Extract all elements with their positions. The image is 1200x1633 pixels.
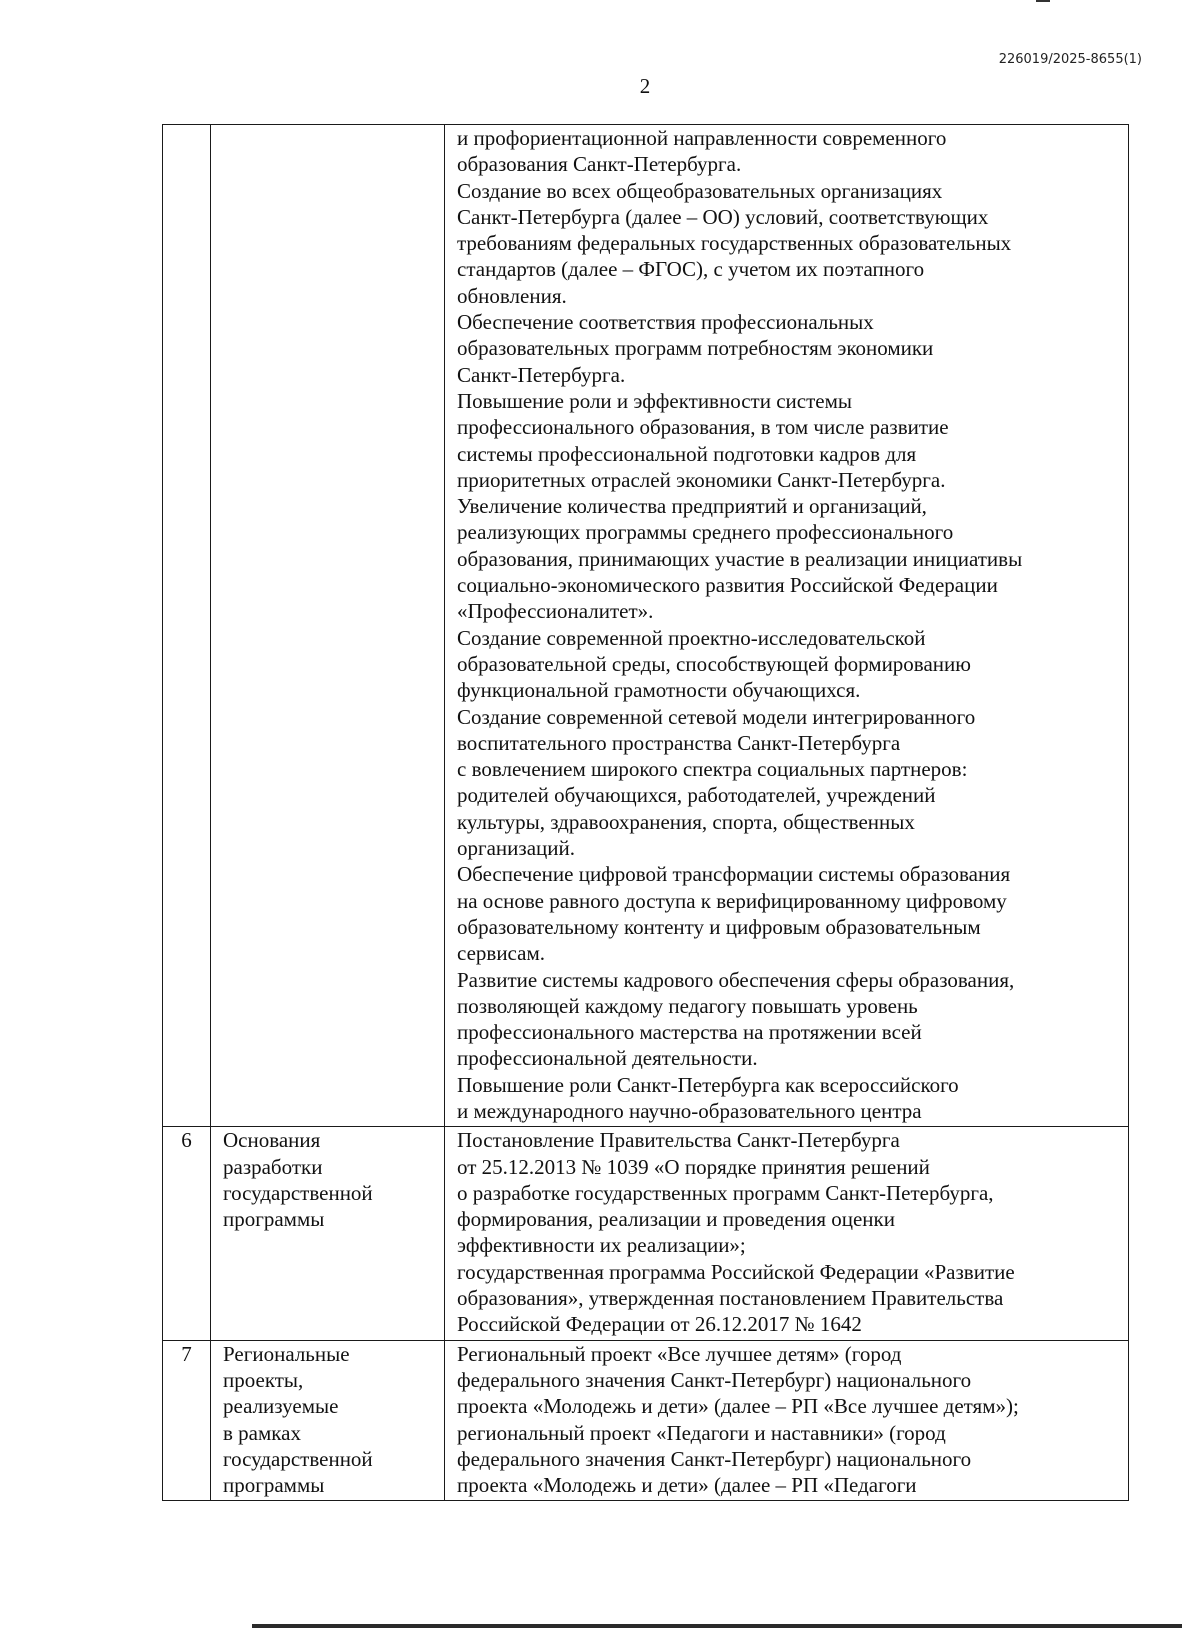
- text-line: Региональные: [223, 1341, 350, 1366]
- text-line: проекты,: [223, 1367, 304, 1392]
- text-line: образования Санкт-Петербурга.: [457, 152, 742, 177]
- row-content-cell: [445, 1340, 1129, 1501]
- text-line: о разработке государственных программ Санкт-Петербурга,: [457, 1180, 994, 1205]
- program-passport-table: [162, 124, 1129, 1501]
- text-line: федерального значения Санкт-Петербург) национального: [457, 1367, 972, 1392]
- content-lines: [457, 125, 1124, 1124]
- table-row-7: [163, 1340, 1129, 1501]
- text-line: приоритетных отраслей экономики Санкт-Петербурга.: [457, 467, 946, 492]
- text-line: стандартов (далее – ФГОС), с учетом их поэтапного: [457, 257, 925, 282]
- row-number-cell: [163, 125, 211, 1127]
- text-line: Основания: [223, 1128, 321, 1153]
- text-line: программы: [223, 1473, 325, 1498]
- text-line: от 25.12.2013 № 1039 «О порядке принятия решений: [457, 1154, 930, 1179]
- text-line: государственной: [223, 1446, 373, 1471]
- text-line: Создание современной проектно-исследовательской: [457, 625, 926, 650]
- row-label-cell: [211, 1340, 445, 1501]
- text-line: проекта «Молодежь и дети» (далее – РП «Педагоги: [457, 1473, 917, 1498]
- text-line: и международного научно-образовательного центра: [457, 1098, 922, 1123]
- text-line: Повышение роли Санкт-Петербурга как всероссийского: [457, 1072, 959, 1097]
- page-number: 2: [639, 74, 651, 98]
- text-line: реализующих программы среднего профессионального: [457, 520, 954, 545]
- text-line: профессионального образования, в том числе развитие: [457, 415, 949, 440]
- row-number-cell: 7: [163, 1340, 211, 1501]
- text-line: требованиям федеральных государственных образовательных: [457, 231, 1012, 256]
- text-line: на основе равного доступа к верифицированному цифровому: [457, 888, 1007, 913]
- text-line: государственной: [223, 1180, 373, 1205]
- text-line: федерального значения Санкт-Петербург) национального: [457, 1446, 972, 1471]
- table-row-6: [163, 1127, 1129, 1340]
- text-line: реализуемые: [223, 1394, 339, 1419]
- text-line: с вовлечением широкого спектра социальных партнеров:: [457, 757, 968, 782]
- text-line: позволяющей каждому педагогу повышать уровень: [457, 993, 918, 1018]
- text-line: профессиональной деятельности.: [457, 1046, 758, 1071]
- text-line: обновления.: [457, 283, 567, 308]
- text-line: организаций.: [457, 836, 575, 861]
- text-line: Увеличение количества предприятий и организаций,: [457, 494, 927, 519]
- text-line: профессионального мастерства на протяжении всей: [457, 1020, 922, 1045]
- text-line: Санкт-Петербурга (далее – ОО) условий, соответствующих: [457, 204, 989, 229]
- row-label-cell: [211, 1127, 445, 1340]
- text-line: Создание современной сетевой модели интегрированного: [457, 704, 976, 729]
- row-label-cell: [211, 125, 445, 1127]
- label-lines: [223, 1341, 444, 1499]
- label-lines: [223, 1127, 444, 1232]
- text-line: Региональный проект «Все лучшее детям» (город: [457, 1341, 902, 1366]
- text-line: Постановление Правительства Санкт-Петербурга: [457, 1128, 900, 1153]
- text-line: формирования, реализации и проведения оценки: [457, 1207, 895, 1232]
- text-line: «Профессионалитет».: [457, 599, 654, 624]
- text-line: программы: [223, 1207, 325, 1232]
- row-number-cell: 6: [163, 1127, 211, 1340]
- table-row-continued: [163, 125, 1129, 1127]
- text-line: сервисам.: [457, 941, 545, 966]
- text-line: проекта «Молодежь и дети» (далее – РП «Все лучшее детям»);: [457, 1394, 1019, 1419]
- row-content-cell: [445, 1127, 1129, 1340]
- text-line: в рамках: [223, 1420, 301, 1445]
- text-line: Создание во всех общеобразовательных организациях: [457, 178, 943, 203]
- text-line: образования», утвержденная постановлением Правительства: [457, 1286, 1004, 1311]
- text-line: эффективности их реализации»;: [457, 1233, 746, 1258]
- text-line: государственная программа Российской Федерации «Развитие: [457, 1259, 1015, 1284]
- text-line: Российской Федерации от 26.12.2017 № 1642: [457, 1312, 862, 1337]
- text-line: функциональной грамотности обучающихся.: [457, 678, 861, 703]
- text-line: региональный проект «Педагоги и наставники» (город: [457, 1420, 946, 1445]
- text-line: социально-экономического развития Российской Федерации: [457, 573, 998, 598]
- text-line: образовательному контенту и цифровым образовательным: [457, 914, 981, 939]
- text-line: Развитие системы кадрового обеспечения сферы образования,: [457, 967, 1015, 992]
- content-lines: [457, 1341, 1124, 1499]
- document-id: 226019/2025-8655(1): [998, 52, 1142, 67]
- text-line: образования, принимающих участие в реализации инициативы: [457, 546, 1023, 571]
- text-line: образовательных программ потребностям экономики: [457, 336, 934, 361]
- content-lines: [457, 1127, 1124, 1337]
- text-line: родителей обучающихся, работодателей, учреждений: [457, 783, 936, 808]
- text-line: культуры, здравоохранения, спорта, общественных: [457, 809, 915, 834]
- scan-mark: [1036, 0, 1050, 2]
- text-line: воспитательного пространства Санкт-Петербурга: [457, 730, 901, 755]
- text-line: и профориентационной направленности современного: [457, 126, 947, 150]
- text-line: системы профессиональной подготовки кадров для: [457, 441, 917, 466]
- scan-bottom-edge: [252, 1624, 1182, 1628]
- text-line: Повышение роли и эффективности системы: [457, 388, 852, 413]
- text-line: образовательной среды, способствующей формированию: [457, 651, 971, 676]
- text-line: Санкт-Петербурга.: [457, 362, 626, 387]
- text-line: Обеспечение цифровой трансформации системы образования: [457, 862, 1011, 887]
- text-line: разработки: [223, 1154, 323, 1179]
- row-content-cell: [445, 125, 1129, 1127]
- text-line: Обеспечение соответствия профессиональных: [457, 310, 874, 335]
